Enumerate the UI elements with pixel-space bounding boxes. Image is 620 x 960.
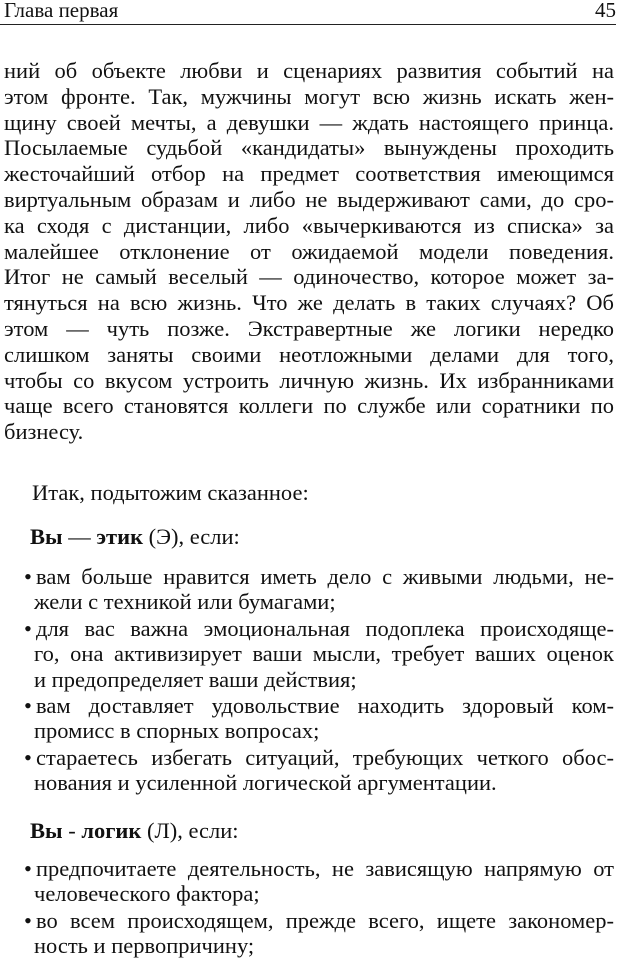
logic-rest: (Л), если: (141, 818, 239, 843)
ethic-dash: — (62, 524, 97, 549)
running-head (0, 0, 616, 25)
paragraph-line: Посылаемые судьбой «кандидаты» вынуждены проходить (4, 135, 614, 161)
paragraph-line: ка сходя с дистанции, либо «вычеркиваются из списка» за (4, 212, 614, 238)
list-item (24, 616, 614, 692)
ethic-type: этик (96, 524, 144, 549)
ethic-heading (30, 524, 240, 550)
summary-intro: Итак, подытожим сказанное: (32, 480, 309, 505)
logic-type: логик (81, 818, 142, 843)
ethic-bullet-list (24, 564, 614, 797)
paragraph-line: ний об объекте любви и сценариях развития событий на (4, 58, 614, 83)
paragraph-line: чтобы со вкусом устроить личную жизнь. Их избранниками (4, 367, 614, 393)
bullet-line: и предопределяет ваши действия; (34, 666, 357, 692)
bullet-line: стараетесь избегать ситуаций, требующих четкого обос- (36, 744, 614, 770)
bullet-line: вам больше нравится иметь дело с живыми людьми, не- (36, 564, 614, 589)
list-item (24, 564, 614, 615)
bullet-line: во всем происходящем, прежде всего, ищете закономер- (36, 907, 614, 933)
bullet-line: промисс в спорных вопросах; (34, 718, 320, 744)
paragraph-line: малейшее отклонение от ожидаемой модели поведения. (4, 238, 614, 264)
logic-dash: - (62, 818, 82, 843)
page-number: 45 (595, 0, 616, 22)
bullet-icon: • (24, 615, 32, 641)
paragraph-line: этом — чуть позже. Экстравертные же логики нередко (4, 315, 614, 341)
paragraph-line: виртуальным образам и либо не выдерживают сами, до сро- (4, 186, 614, 212)
bullet-line: жели с техникой или бумагами; (34, 589, 336, 615)
paragraph-line: слишком заняты своими неотложными делами для того, (4, 341, 614, 367)
ethic-you: Вы (30, 524, 63, 549)
list-item (24, 745, 614, 796)
bullet-line: нования и усиленной логической аргументации. (34, 770, 497, 796)
list-item (24, 693, 614, 744)
logic-heading (30, 818, 239, 844)
paragraph-line: этом фронте. Так, мужчины могут всю жизнь искать жен- (4, 83, 614, 109)
bullet-icon: • (24, 564, 32, 589)
paragraph-line: Итог не самый веселый — одиночество, которое может за- (4, 264, 614, 290)
list-item (24, 856, 614, 907)
bullet-icon: • (24, 744, 32, 770)
bullet-line: вам доставляет удовольствие находить здоровый ком- (36, 693, 614, 719)
bullet-line: для вас важна эмоциональная подоплека происходяще- (36, 615, 614, 641)
bullet-icon: • (24, 907, 32, 933)
paragraph-line: щину своей мечты, а девушки — ждать настоящего принца. (4, 109, 614, 135)
bullet-line: предпочитаете деятельность, не зависящую напрямую от (36, 856, 614, 881)
logic-bullet-list (24, 856, 614, 960)
bullet-icon: • (24, 856, 32, 881)
paragraph-line: бизнесу. (4, 419, 84, 445)
bullet-line: го, она активизирует ваши мысли, требует ваших оценок (34, 641, 614, 667)
bullet-line: ность и первопричину; (34, 933, 255, 959)
paragraph-line: тянуться на всю жизнь. Что же делать в таких случаях? Об (4, 290, 614, 316)
chapter-title: Глава первая (4, 0, 119, 22)
list-item (24, 908, 614, 959)
paragraph-line: жесточайший отбор на предмет соответствия имеющимся (4, 161, 614, 187)
paragraph-line: чаще всего становятся коллеги по службе или соратники по (4, 393, 614, 419)
main-paragraph (4, 58, 614, 445)
bullet-line: человеческого фактора; (34, 881, 260, 907)
bullet-icon: • (24, 693, 32, 719)
ethic-rest: (Э), если: (143, 524, 240, 549)
logic-you: Вы (30, 818, 63, 843)
